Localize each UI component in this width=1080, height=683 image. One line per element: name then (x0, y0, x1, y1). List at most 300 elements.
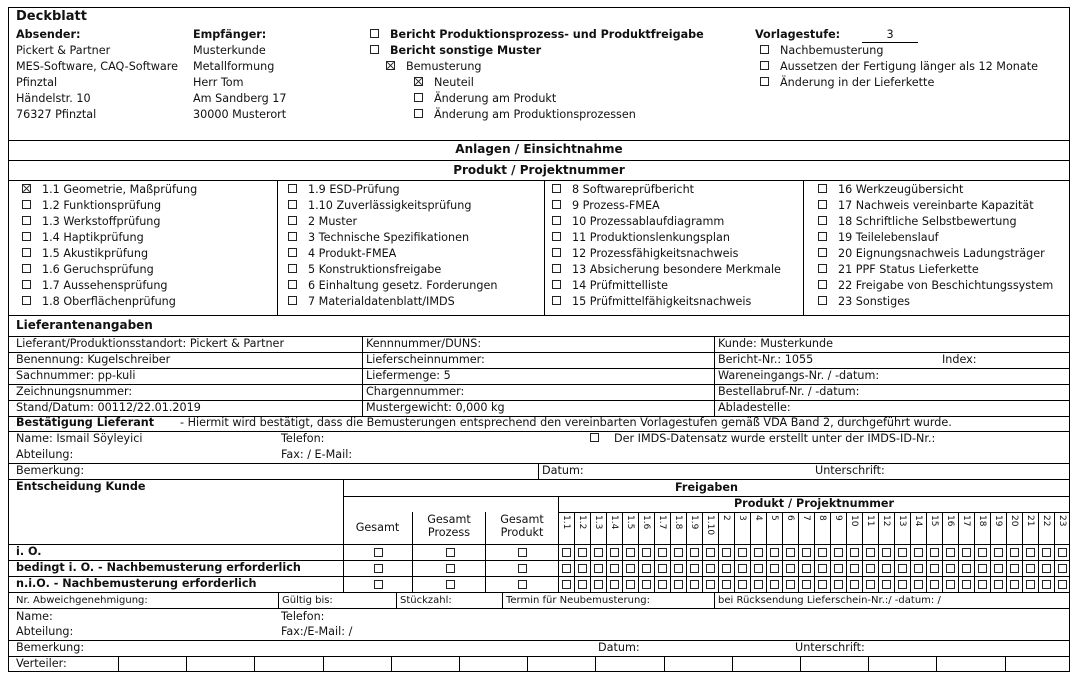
anlage-item[interactable] (22, 231, 144, 245)
decision-checkbox[interactable] (914, 564, 923, 573)
decision-checkbox[interactable] (1026, 564, 1035, 573)
decision-checkbox[interactable] (994, 548, 1003, 557)
anlage-item[interactable] (22, 215, 161, 229)
checkbox[interactable] (552, 184, 561, 193)
divider (8, 560, 1070, 561)
divider (1054, 512, 1055, 592)
lieferant-cell: Lieferant/Produktionsstandort: Pickert & Partner (16, 337, 285, 350)
divider (8, 640, 1070, 641)
decision-checkbox[interactable] (562, 548, 571, 557)
sender-label: Absender: (16, 28, 81, 41)
checkbox[interactable] (22, 296, 31, 305)
decision-checkbox[interactable] (578, 548, 587, 557)
decision-checkbox[interactable] (642, 580, 651, 589)
checkbox[interactable] (552, 296, 561, 305)
decision-checkbox[interactable] (1026, 580, 1035, 589)
checkbox[interactable] (288, 232, 297, 241)
verteiler-cell-divider (323, 656, 324, 672)
checkbox[interactable] (288, 200, 297, 209)
verteiler-cell-divider (118, 656, 119, 672)
divider (8, 479, 1070, 480)
decision-checkbox[interactable] (898, 564, 907, 573)
decision-checkbox[interactable] (658, 548, 667, 557)
checkbox[interactable] (552, 248, 561, 257)
imds-option[interactable]: Der IMDS-Datensatz wurde erstellt unter der IMDS-ID-Nr.: (590, 432, 935, 446)
decision-checkbox[interactable] (674, 564, 683, 573)
decision-checkbox[interactable] (850, 548, 859, 557)
checkbox[interactable] (760, 61, 769, 70)
decision-checkbox[interactable] (738, 564, 747, 573)
decision-checkbox[interactable] (518, 580, 527, 589)
decision-checkbox[interactable] (594, 548, 603, 557)
decision-checkbox[interactable] (1058, 564, 1067, 573)
anlage-item[interactable] (288, 231, 469, 245)
decision-checkbox[interactable] (626, 548, 635, 557)
checkbox[interactable] (22, 216, 31, 225)
decision-checkbox[interactable] (754, 564, 763, 573)
decision-checkbox[interactable] (898, 548, 907, 557)
lieferant-cell: Sachnummer: pp-kuli (16, 369, 136, 382)
checkbox-label: Änderung am Produkt (434, 92, 557, 105)
kunde-bemerkung: Bemerkung: (16, 641, 85, 654)
checkbox-label: 22 Freigabe von Beschichtungssystem (838, 279, 1054, 292)
produkt-number: 1.3 (593, 515, 603, 530)
divider (942, 512, 943, 592)
recipient-line: 30000 Musterort (193, 108, 287, 121)
anlage-item[interactable] (552, 247, 739, 261)
decision-checkbox[interactable] (446, 564, 455, 573)
decision-checkbox[interactable] (914, 580, 923, 589)
produkt-projekt-title: Produkt / Projektnummer (453, 163, 625, 177)
checkbox[interactable] (22, 200, 31, 209)
decision-checkbox[interactable] (882, 580, 891, 589)
decision-checkbox[interactable] (562, 580, 571, 589)
divider (8, 576, 1070, 577)
checkbox[interactable] (288, 296, 297, 305)
decision-checkbox[interactable] (914, 548, 923, 557)
divider (714, 336, 715, 416)
decision-checkbox[interactable] (674, 580, 683, 589)
col-gesamt-produkt-2: Produkt (500, 526, 544, 539)
decision-checkbox[interactable] (770, 548, 779, 557)
checkbox[interactable] (22, 280, 31, 289)
vorlagestufe-label: Vorlagestufe: (755, 28, 841, 41)
recipient-label: Empfänger: (193, 28, 267, 41)
anlage-item[interactable] (288, 215, 357, 229)
anlagen-title: Anlagen / Einsichtnahme (455, 142, 623, 156)
checkbox[interactable] (370, 45, 379, 54)
anlage-item[interactable] (552, 231, 730, 245)
decision-checkbox[interactable] (818, 580, 827, 589)
decision-checkbox[interactable] (818, 564, 827, 573)
decision-checkbox[interactable] (594, 580, 603, 589)
decision-checkbox[interactable] (658, 580, 667, 589)
checkbox[interactable] (818, 264, 827, 273)
decision-checkbox[interactable] (374, 580, 383, 589)
verteiler-cell-divider (254, 656, 255, 672)
divider (803, 180, 804, 315)
decision-checkbox[interactable] (722, 548, 731, 557)
decision-checkbox[interactable] (642, 564, 651, 573)
checkbox-label: 19 Teilelebenslauf (838, 231, 939, 244)
lieferant-cell: Benennung: Kugelschreiber (16, 353, 171, 366)
decision-checkbox[interactable] (562, 564, 571, 573)
divider (622, 512, 623, 592)
vorlagestufe-value[interactable]: 3 (862, 28, 918, 43)
checkbox[interactable] (22, 232, 31, 241)
decision-checkbox[interactable] (994, 564, 1003, 573)
anlage-item[interactable] (288, 247, 396, 261)
anlage-item[interactable] (22, 247, 148, 261)
produkt-number: 6 (785, 515, 795, 521)
decision-checkbox[interactable] (946, 580, 955, 589)
decision-checkbox[interactable] (834, 580, 843, 589)
decision-checkbox[interactable] (706, 580, 715, 589)
checkbox-label: 8 Softwareprüfbericht (572, 183, 695, 196)
decision-checkbox[interactable] (610, 580, 619, 589)
produkt-number: 20 (1009, 515, 1019, 527)
decision-checkbox[interactable] (754, 580, 763, 589)
anlage-item[interactable] (288, 183, 400, 197)
divider (8, 180, 1070, 181)
decision-checkbox[interactable] (610, 548, 619, 557)
produkt-number: 1.4 (609, 515, 619, 530)
checkbox-label: 17 Nachweis vereinbarte Kapazität (838, 199, 1034, 212)
produkt-number: 1.5 (625, 515, 635, 530)
verteiler-cell-divider (186, 656, 187, 672)
checkbox[interactable] (414, 109, 423, 118)
decision-checkbox[interactable] (946, 548, 955, 557)
verteiler-cell-divider (1005, 656, 1006, 672)
divider (990, 512, 991, 592)
checkbox[interactable] (22, 264, 31, 273)
decision-checkbox[interactable] (802, 548, 811, 557)
checkbox[interactable] (22, 248, 31, 257)
divider (846, 512, 847, 592)
imds-checkbox[interactable] (590, 433, 599, 442)
checkbox-label: 6 Einhaltung gesetz. Forderungen (308, 279, 498, 292)
decision-checkbox[interactable] (1042, 580, 1051, 589)
divider (926, 512, 927, 592)
decision-checkbox[interactable] (1058, 548, 1067, 557)
divider (538, 463, 539, 479)
produkt-projekt-header: Produkt / Projektnummer (733, 497, 894, 510)
kunde-telefon: Telefon: (281, 610, 325, 623)
decision-label: i. O. (16, 545, 42, 558)
checkbox[interactable] (818, 216, 827, 225)
decision-checkbox[interactable] (1026, 548, 1035, 557)
decision-checkbox[interactable] (706, 548, 715, 557)
checkbox[interactable] (288, 280, 297, 289)
anlage-item[interactable] (22, 199, 161, 213)
decision-checkbox[interactable] (518, 548, 527, 557)
lieferant-telefon: Telefon: (281, 432, 325, 445)
anlage-item[interactable] (288, 295, 455, 309)
produkt-number: 17 (961, 515, 971, 527)
checkbox-label: Nachbemusterung (780, 44, 884, 57)
checkbox-label: Änderung in der Lieferkette (780, 76, 935, 89)
checkbox[interactable] (818, 296, 827, 305)
checkbox[interactable] (818, 280, 827, 289)
anlage-item[interactable] (552, 215, 724, 229)
lieferant-title: Lieferantenangaben (16, 318, 153, 332)
decision-checkbox[interactable] (978, 564, 987, 573)
decision-checkbox[interactable] (930, 564, 939, 573)
decision-checkbox[interactable] (690, 564, 699, 573)
decision-checkbox[interactable] (834, 564, 843, 573)
anlage-item[interactable] (818, 263, 979, 277)
decision-checkbox[interactable] (1058, 580, 1067, 589)
anlage-item[interactable] (818, 215, 1017, 229)
checkbox-label: 1.8 Oberflächenprüfung (42, 295, 176, 308)
anlage-item[interactable] (818, 231, 939, 245)
decision-checkbox[interactable] (834, 548, 843, 557)
divider (910, 512, 911, 592)
decision-checkbox[interactable] (866, 548, 875, 557)
decision-checkbox[interactable] (446, 580, 455, 589)
decision-checkbox[interactable] (674, 548, 683, 557)
checkbox[interactable] (370, 29, 379, 38)
checkbox-label: 11 Produktionslenkungsplan (572, 231, 730, 244)
decision-checkbox[interactable] (930, 548, 939, 557)
decision-checkbox[interactable] (802, 564, 811, 573)
checkbox[interactable] (288, 184, 297, 193)
lieferant-cell: Kennnummer/DUNS: (366, 337, 482, 350)
report-option[interactable] (414, 108, 636, 122)
checkbox[interactable] (760, 77, 769, 86)
lieferant-cell: Abladestelle: (718, 401, 791, 414)
decision-checkbox[interactable] (610, 564, 619, 573)
report-option[interactable] (414, 76, 474, 90)
produkt-number: 14 (913, 515, 923, 527)
produkt-number: 1.9 (689, 515, 699, 530)
vorlage-option[interactable] (760, 60, 1038, 74)
decision-checkbox[interactable] (850, 580, 859, 589)
decision-checkbox[interactable] (962, 548, 971, 557)
decision-checkbox[interactable] (994, 580, 1003, 589)
verteiler-label: Verteiler: (16, 657, 67, 670)
decision-checkbox[interactable] (446, 548, 455, 557)
vorlage-option[interactable] (760, 76, 934, 90)
decision-checkbox[interactable] (818, 548, 827, 557)
anlage-item[interactable] (22, 295, 176, 309)
produkt-number: 1.8 (673, 515, 683, 530)
produkt-number: 7 (801, 515, 811, 521)
form-title: Deckblatt (16, 9, 87, 24)
decision-checkbox[interactable] (786, 580, 795, 589)
decision-checkbox[interactable] (1010, 548, 1019, 557)
decision-checkbox[interactable] (1042, 548, 1051, 557)
sender-line: 76327 Pfinztal (16, 108, 97, 121)
checkbox[interactable] (414, 93, 423, 102)
checkbox[interactable] (22, 184, 31, 193)
divider (718, 512, 719, 592)
anlage-item[interactable] (552, 263, 781, 277)
produkt-number: 1.2 (577, 515, 587, 530)
bestaetigung-title: Bestätigung Lieferant (16, 416, 155, 429)
checkbox-label: Neuteil (434, 76, 474, 89)
checkbox-label: 1.1 Geometrie, Maßprüfung (42, 183, 198, 196)
produkt-number: 10 (849, 515, 859, 527)
lieferant-cell: Bestellabruf-Nr. / -datum: (718, 385, 860, 398)
checkbox[interactable] (818, 248, 827, 257)
checkbox[interactable] (288, 248, 297, 257)
produkt-number: 12 (881, 515, 891, 527)
checkbox-label: 7 Materialdatenblatt/IMDS (308, 295, 455, 308)
decision-checkbox[interactable] (962, 580, 971, 589)
divider (1022, 512, 1023, 592)
divider (670, 512, 671, 592)
decision-checkbox[interactable] (722, 564, 731, 573)
decision-checkbox[interactable] (898, 580, 907, 589)
anlage-item[interactable] (818, 295, 910, 309)
decision-checkbox[interactable] (690, 548, 699, 557)
lieferant-cell: Liefermenge: 5 (366, 369, 451, 382)
checkbox[interactable] (386, 61, 395, 70)
decision-checkbox[interactable] (786, 548, 795, 557)
lieferant-datum: Datum: (542, 464, 584, 477)
sender-line: Pickert & Partner (16, 44, 111, 57)
anlage-item[interactable] (552, 279, 668, 293)
anlage-item[interactable] (288, 199, 471, 213)
decision-checkbox[interactable] (754, 548, 763, 557)
divider (8, 463, 1070, 464)
checkbox[interactable] (552, 216, 561, 225)
decision-checkbox[interactable] (866, 580, 875, 589)
decision-checkbox[interactable] (802, 580, 811, 589)
decision-checkbox[interactable] (930, 580, 939, 589)
anlage-item[interactable] (22, 183, 197, 197)
checkbox-label: 1.9 ESD-Prüfung (308, 183, 400, 196)
checkbox[interactable] (552, 232, 561, 241)
stueckzahl-label: Stückzahl: (400, 595, 452, 606)
decision-checkbox[interactable] (866, 564, 875, 573)
checkbox[interactable] (552, 280, 561, 289)
decision-checkbox[interactable] (962, 564, 971, 573)
decision-checkbox[interactable] (738, 548, 747, 557)
produkt-number: 2 (721, 515, 731, 521)
lieferant-cell: Bericht-Nr.: 1055 (718, 353, 814, 366)
report-option[interactable] (370, 28, 704, 42)
anlage-item[interactable] (818, 199, 1034, 213)
checkbox-label: 14 Prüfmittelliste (572, 279, 669, 292)
decision-checkbox[interactable] (626, 580, 635, 589)
decision-checkbox[interactable] (642, 548, 651, 557)
col-gesamt: Gesamt (355, 521, 400, 534)
anlage-item[interactable] (818, 247, 1045, 261)
checkbox[interactable] (288, 216, 297, 225)
anlage-item[interactable] (552, 295, 751, 309)
decision-checkbox[interactable] (690, 580, 699, 589)
checkbox[interactable] (288, 264, 297, 273)
kunde-unterschrift: Unterschrift: (795, 641, 865, 654)
checkbox[interactable] (552, 200, 561, 209)
recipient-line: Am Sandberg 17 (193, 92, 287, 105)
decision-checkbox[interactable] (1042, 564, 1051, 573)
checkbox[interactable] (818, 232, 827, 241)
divider (686, 512, 687, 592)
report-option[interactable] (414, 92, 556, 106)
divider (8, 140, 1070, 141)
decision-checkbox[interactable] (978, 548, 987, 557)
decision-checkbox[interactable] (706, 564, 715, 573)
anlage-item[interactable] (818, 279, 1053, 293)
divider (278, 592, 279, 608)
decision-checkbox[interactable] (738, 580, 747, 589)
checkbox[interactable] (818, 184, 827, 193)
termin-label: Termin für Neubemusterung: (506, 595, 651, 606)
divider (702, 512, 703, 592)
checkbox[interactable] (552, 264, 561, 273)
decision-checkbox[interactable] (374, 564, 383, 573)
decision-checkbox[interactable] (946, 564, 955, 573)
decision-checkbox[interactable] (578, 580, 587, 589)
decision-checkbox[interactable] (1010, 564, 1019, 573)
recipient-line: Metallformung (193, 60, 275, 73)
anlage-item[interactable] (22, 263, 154, 277)
decision-checkbox[interactable] (882, 548, 891, 557)
anlage-item[interactable] (818, 183, 963, 197)
decision-checkbox[interactable] (722, 580, 731, 589)
decision-checkbox[interactable] (626, 564, 635, 573)
divider (958, 512, 959, 592)
decision-checkbox[interactable] (978, 580, 987, 589)
decision-checkbox[interactable] (518, 564, 527, 573)
produkt-number: 21 (1025, 515, 1035, 527)
decision-checkbox[interactable] (594, 564, 603, 573)
anlage-item[interactable] (22, 279, 168, 293)
checkbox[interactable] (818, 200, 827, 209)
divider (590, 512, 591, 592)
decision-checkbox[interactable] (1010, 580, 1019, 589)
verteiler-cell-divider (868, 656, 869, 672)
vorlage-option[interactable] (760, 44, 883, 58)
decision-checkbox[interactable] (658, 564, 667, 573)
report-option[interactable] (386, 60, 482, 74)
produkt-number: 19 (993, 515, 1003, 527)
checkbox[interactable] (760, 45, 769, 54)
decision-checkbox[interactable] (882, 564, 891, 573)
produkt-number: 18 (977, 515, 987, 527)
divider (750, 512, 751, 592)
anlage-item[interactable] (288, 279, 497, 293)
produkt-number: 3 (737, 515, 747, 521)
verteiler-cell-divider (459, 656, 460, 672)
produkt-number: 8 (817, 515, 827, 521)
decision-checkbox[interactable] (578, 564, 587, 573)
decision-checkbox[interactable] (786, 564, 795, 573)
decision-checkbox[interactable] (770, 564, 779, 573)
decision-checkbox[interactable] (770, 580, 779, 589)
produkt-number: 11 (865, 515, 875, 527)
checkbox-label: 4 Produkt-FMEA (308, 247, 397, 260)
anlage-item[interactable] (288, 263, 441, 277)
anlage-item[interactable] (552, 199, 660, 213)
kunde-name: Name: (16, 610, 53, 623)
divider (714, 592, 715, 608)
decision-checkbox[interactable] (850, 564, 859, 573)
decision-checkbox[interactable] (374, 548, 383, 557)
lieferant-name: Name: Ismail Söyleyici (16, 432, 143, 445)
verteiler-cell-divider (800, 656, 801, 672)
divider (8, 384, 1070, 385)
checkbox-label: 1.6 Geruchsprüfung (42, 263, 154, 276)
divider (8, 608, 1070, 609)
checkbox-label: Änderung am Produktionsprozessen (434, 108, 636, 121)
checkbox[interactable] (414, 77, 423, 86)
report-option[interactable] (370, 44, 541, 58)
anlage-item[interactable] (552, 183, 694, 197)
